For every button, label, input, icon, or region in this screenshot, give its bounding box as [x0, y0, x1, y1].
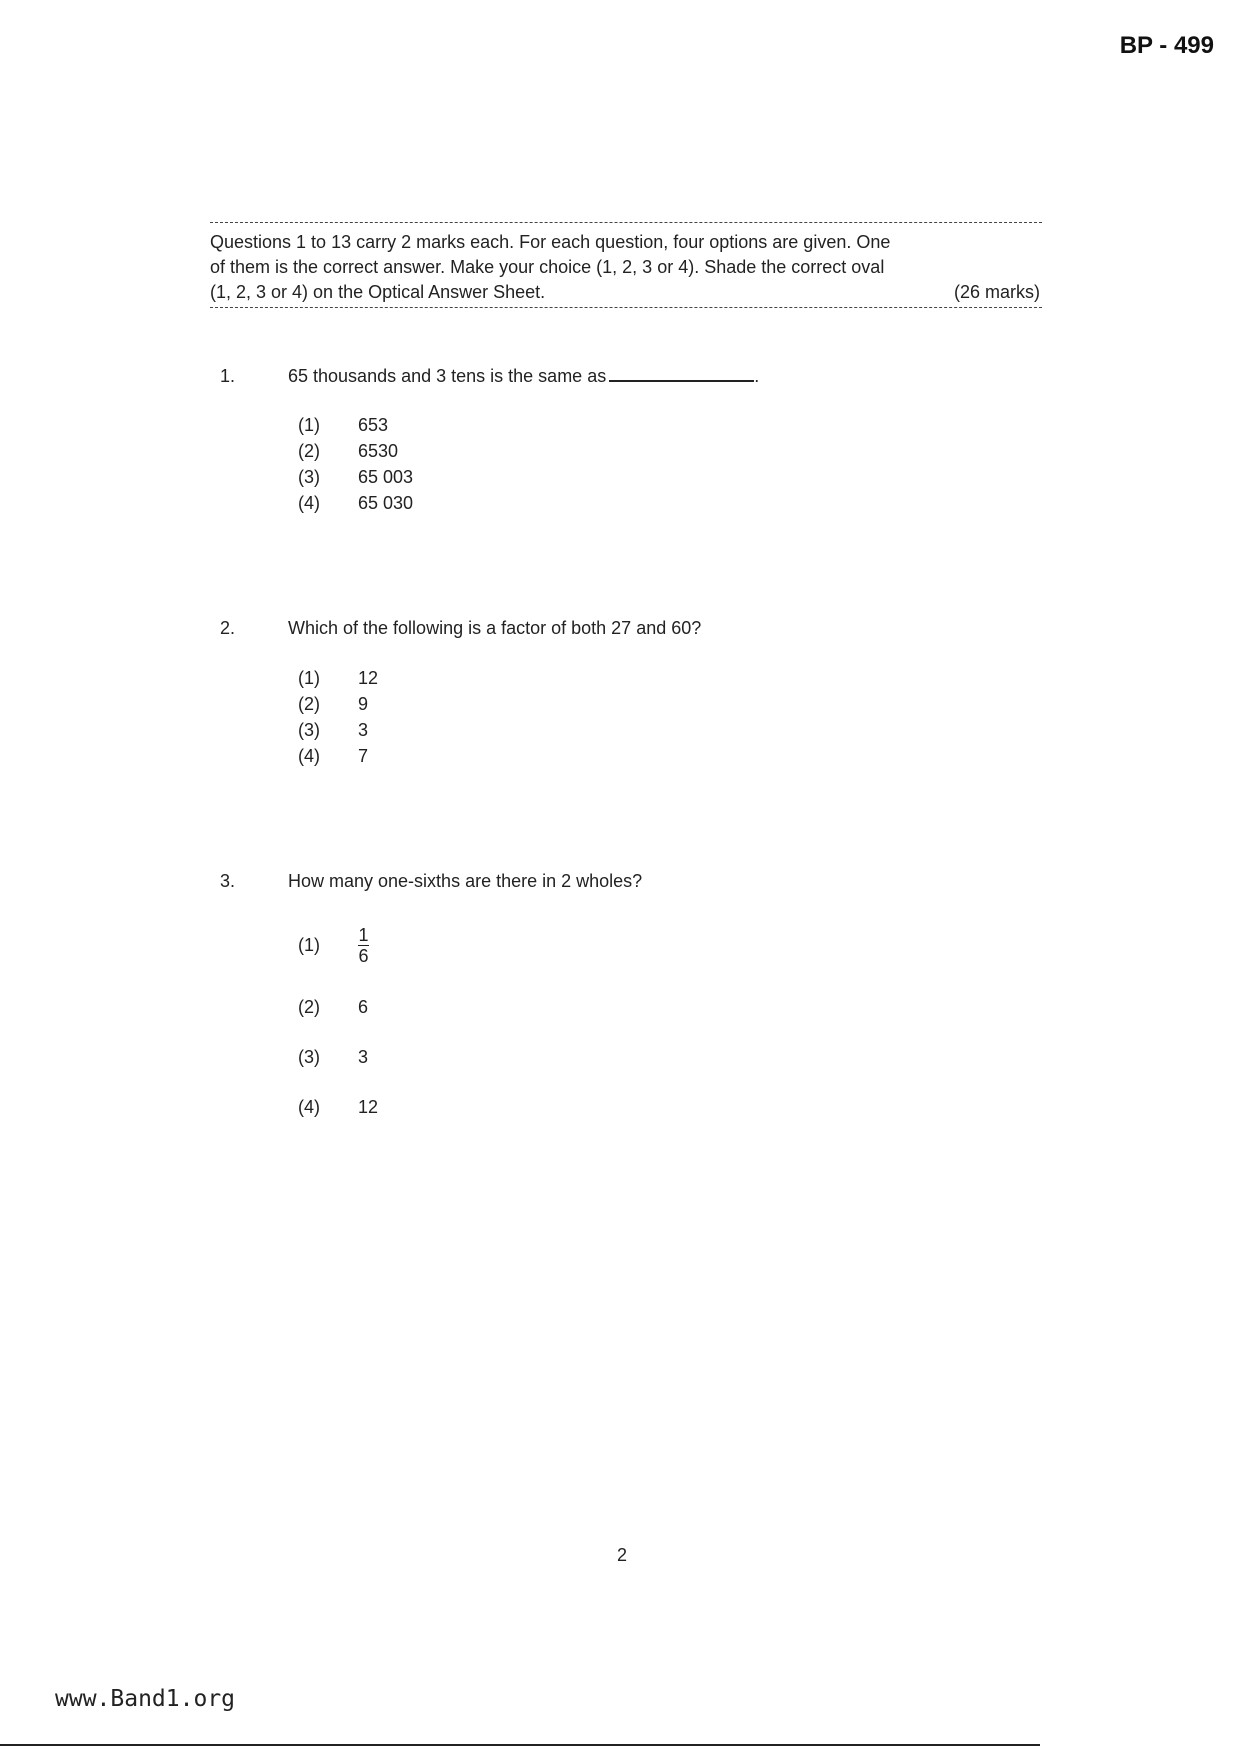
option-number: (1): [298, 414, 320, 435]
question-number: 2.: [220, 618, 236, 638]
question-text: How many one-sixths are there in 2 wholes?: [288, 871, 643, 891]
option: [298, 691, 378, 717]
options-list: [298, 412, 413, 516]
paper-code: BP - 499: [1119, 32, 1214, 59]
option: [298, 1044, 378, 1070]
option-number: (1): [298, 934, 320, 955]
marks-label: (26 marks): [953, 282, 1040, 302]
option-number: (1): [298, 667, 320, 688]
instruction-line: (1, 2, 3 or 4) on the Optical Answer Sheet.: [210, 282, 546, 302]
option-number: (2): [298, 440, 320, 461]
option: [298, 464, 413, 490]
page-number: 2: [617, 1545, 628, 1565]
options-list: [298, 920, 378, 1120]
question-text-body: 65 thousands and 3 tens is the same as: [288, 366, 607, 386]
option: [298, 1094, 378, 1120]
question-number: 1.: [220, 366, 236, 386]
option-value: 9: [358, 693, 369, 714]
option-number: (3): [298, 466, 320, 487]
option-value: 65 003: [358, 466, 414, 487]
option: [298, 717, 378, 743]
option-value: 6530: [358, 440, 399, 461]
divider: [210, 307, 1042, 308]
fraction-numerator: 1: [358, 924, 369, 945]
fraction: [358, 925, 369, 966]
option-number: (3): [298, 1046, 320, 1067]
question-text: 65 thousands and 3 tens is the same as .: [288, 366, 760, 386]
option-value: 12: [358, 1096, 379, 1117]
option-value: 653: [358, 414, 389, 435]
option-number: (4): [298, 492, 320, 513]
option-value: 3: [358, 719, 369, 740]
option-value: 65 030: [358, 492, 414, 513]
instructions: [210, 230, 1040, 305]
option-number: (2): [298, 693, 320, 714]
instruction-line: of them is the correct answer. Make your choice (1, 2, 3 or 4). Shade the correct oval: [210, 257, 885, 277]
answer-blank: [609, 380, 754, 382]
option: [298, 994, 378, 1020]
divider: [210, 222, 1042, 223]
question-number: 3.: [220, 871, 236, 891]
option-value: 3: [358, 1046, 369, 1067]
option: [298, 438, 413, 464]
option-number: (2): [298, 996, 320, 1017]
option: [298, 665, 378, 691]
option: [298, 920, 378, 970]
footer-watermark: www.Band1.org: [55, 1686, 236, 1712]
option-value: 6: [358, 996, 369, 1017]
instruction-line: Questions 1 to 13 carry 2 marks each. For each question, four options are given. One: [210, 232, 891, 252]
options-list: [298, 665, 378, 769]
option-number: (3): [298, 719, 320, 740]
option-value: 7: [358, 745, 369, 766]
question-text: Which of the following is a factor of both 27 and 60?: [288, 618, 702, 638]
option: [298, 490, 413, 516]
fraction-denominator: 6: [358, 945, 369, 966]
option: [298, 412, 413, 438]
bottom-rule: [0, 1744, 1040, 1746]
option: [298, 743, 378, 769]
option-value: 12: [358, 667, 379, 688]
option-number: (4): [298, 745, 320, 766]
option-number: (4): [298, 1096, 320, 1117]
